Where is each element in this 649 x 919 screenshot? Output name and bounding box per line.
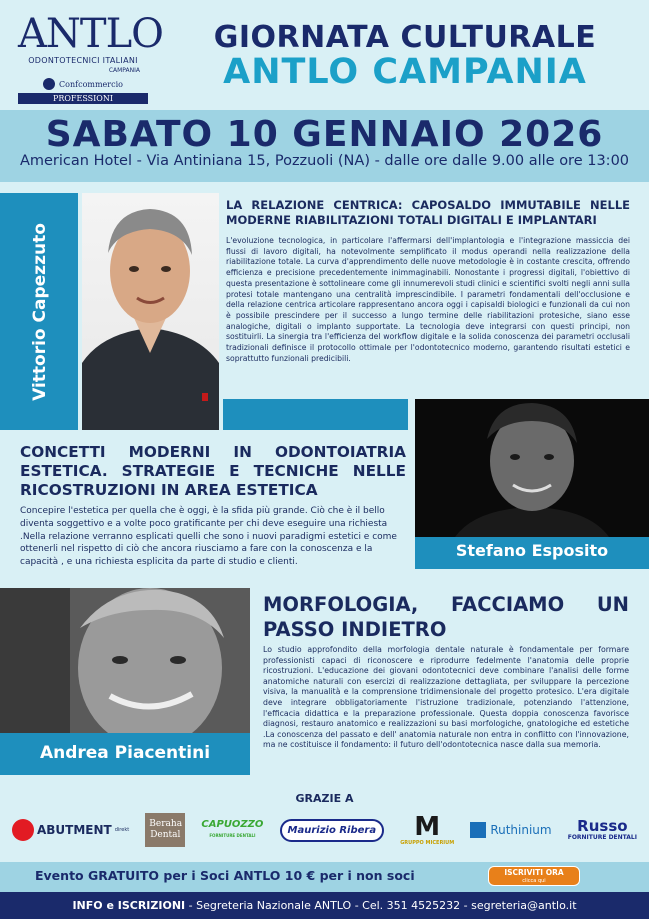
- register-button-label: ISCRIVITI ORA: [504, 868, 564, 877]
- sponsor-russo: [568, 819, 637, 841]
- logo-professioni: PROFESSIONI: [18, 93, 148, 104]
- speaker1-portrait-icon: [82, 193, 219, 430]
- info-text: - Segreteria Nazionale ANTLO - Cel. 351 4525232 - segreteria@antlo.it: [185, 899, 577, 912]
- talk1-title: LA RELAZIONE CENTRICA: CAPOSALDO IMMUTABILE NELLE MODERNE RIABILITAZIONI TOTALI DIGITALI E IMPLANTARI: [226, 198, 630, 227]
- logo-subtitle: ODONTOTECNICI ITALIANI: [28, 56, 138, 65]
- speaker3-name: Andrea Piacentini: [0, 733, 250, 775]
- beraha-line1: Beraha: [149, 819, 183, 829]
- info-footer: [0, 892, 649, 919]
- speaker1-accent-bar: [223, 399, 408, 430]
- sponsor-abutment: [12, 819, 129, 841]
- confcommercio-label: Confcommercio: [59, 79, 123, 89]
- event-venue: American Hotel - Via Antiniana 15, Pozzuoli (NA) - dalle ore dalle 9.00 alle ore 13:00: [19, 153, 630, 169]
- sponsor-beraha: [145, 813, 185, 847]
- event-title-line1: GIORNATA CULTURALE: [213, 20, 597, 55]
- sponsor-ruthinium: [470, 822, 551, 838]
- abutment-logo-icon: [12, 819, 34, 841]
- abutment-sub: direkt: [114, 827, 130, 833]
- confcommercio-mark: [18, 78, 148, 90]
- event-title-line2: ANTLO CAMPANIA: [223, 52, 587, 92]
- abutment-label: ABUTMENT: [37, 823, 112, 837]
- speaker2-portrait-icon: [415, 399, 649, 537]
- sponsors-row: [12, 806, 637, 854]
- logo-brand: ANTLO: [18, 11, 163, 57]
- talk2-body: Concepire l'estetica per quella che è oggi, è la sfida più grande. Ciò che è il bello diventa soggettivo e a volte poco gratificante per chi deve eseguire una richiesta .Nella relazione verranno esplicati quelli che sono i nuovi paradigmi estetici e come ottenerli nel rispetto di ciò che ancora riusciamo a fare con la conoscenza e la capacità , e una richiesta esplicita da parte di studio e clienti.: [20, 506, 397, 568]
- talk3-body: Lo studio approfondito della morfologia dentale naturale è fondamentale per formare professionisti capaci di riconoscere e riprodurre fedelmente l'anatomia delle proprie ricostruzioni. L'educazione dei giovani odontotecnici deve combinare l'analisi delle forme anatomiche naturali con esercizi di realizzazione dettagliata, per sviluppare la percezione visiva, la manualità e la comprensione tridimensionale del progetto protesico. L'era digitale deve integrare obbligatoriamente l'istruzione tradizionale, potenziando l'attenzione, l'efficacia didattica e la preparazione professionale. Questa doppia conoscenza favorisce diagnosi, restauro anatomico e realizzazioni su basi morfologiche, gnatologiche ed estetiche .La conoscenza del passato e dell' anatomia naturale non entra in conflitto con l'innovazione, ma ne costituisce il fondamento: il futuro dell'odontotecnica nasce dalla sua memoria.: [263, 645, 629, 750]
- russo-label: Russo: [577, 817, 628, 835]
- speaker2-name: Stefano Esposito: [415, 537, 649, 569]
- speaker1-photo: [82, 193, 219, 430]
- capuozzo-label: CAPUOZZO: [201, 819, 264, 830]
- beraha-line2: Dental: [150, 830, 181, 840]
- sponsor-micerium: [400, 814, 454, 846]
- speaker2-photo: [415, 399, 649, 537]
- event-date: SABATO 10 GENNAIO 2026: [45, 114, 604, 155]
- register-button[interactable]: [488, 866, 580, 886]
- speaker3-portrait-icon: [0, 588, 250, 733]
- speaker1-name: Vittorio Capezzuto: [30, 223, 50, 401]
- talk1-body: L'evoluzione tecnologica, in particolare l'affermarsi dell'implantologia e l'integrazione massiccia dei flussi di lavoro digitali, ha notevolmente semplificato il modus operandi nella realizzazione della riabilitazione totale. La curva d'apprendimento delle nuove metodologie è in costante crescita, offrendo efficienza e precisione precedentemente inimmaginabili. Nonostante i progressi digitali, l'obiettivo di questa presentazione è sottolineare come gli innumerevoli studi clinici e scientifici svolti negli anni sulla protesi totale mantengano una centralità imprescindibile. I parametri fondamentali dell'occlusione e della relazione centrica articolare rappresentano ancora oggi i capisaldi biologici e funzionali da cui non è possibile prescindere per il successo a lungo termine delle riabilitazioni protesiche, siano esse analogiche, digitali o implanto supportate. La tecnologia deve integrarsi con questi principi, non sostituirli. La sinergia tra l'efficienza del workflow digitale e la solida conoscenza dei parametri occlusali tradizionali definisce il protocollo ottimale per l'odontotecnico moderno, garantendo risultati estetici e soprattutto funzionali predicibili.: [226, 236, 630, 363]
- sponsor-ribera: Maurizio Ribera: [280, 819, 385, 842]
- sponsor-capuozzo: [201, 819, 263, 841]
- confcommercio-emblem-icon: [43, 78, 55, 90]
- sponsors-heading: GRAZIE A: [295, 792, 354, 805]
- info-label: INFO e ISCRIZIONI: [72, 899, 186, 912]
- ruthinium-label: Ruthinium: [490, 823, 552, 837]
- register-button-sub: clicca qui: [522, 878, 546, 884]
- logo-region: CAMPANIA: [108, 67, 140, 74]
- micerium-sub: GRUPPO MICERIUM: [400, 840, 455, 846]
- speaker3-photo: [0, 588, 250, 733]
- capuozzo-sub: FORNITURE DENTALI: [209, 833, 256, 838]
- ruthinium-logo-icon: [470, 822, 486, 838]
- pricing-text: Evento GRATUITO per i Soci ANTLO 10 € per i non soci: [35, 868, 415, 883]
- talk3-title: MORFOLOGIA, FACCIAMO UN PASSO INDIETRO: [263, 593, 629, 641]
- micerium-logo: M: [414, 812, 441, 842]
- talk2-title: CONCETTI MODERNI IN ODONTOIATRIA ESTETICA. STRATEGIE E TECNICHE NELLE RICOSTRUZIONI IN AREA ESTETICA: [20, 443, 406, 499]
- antlo-logo: [18, 11, 163, 104]
- russo-sub: FORNITURE DENTALI: [567, 834, 637, 841]
